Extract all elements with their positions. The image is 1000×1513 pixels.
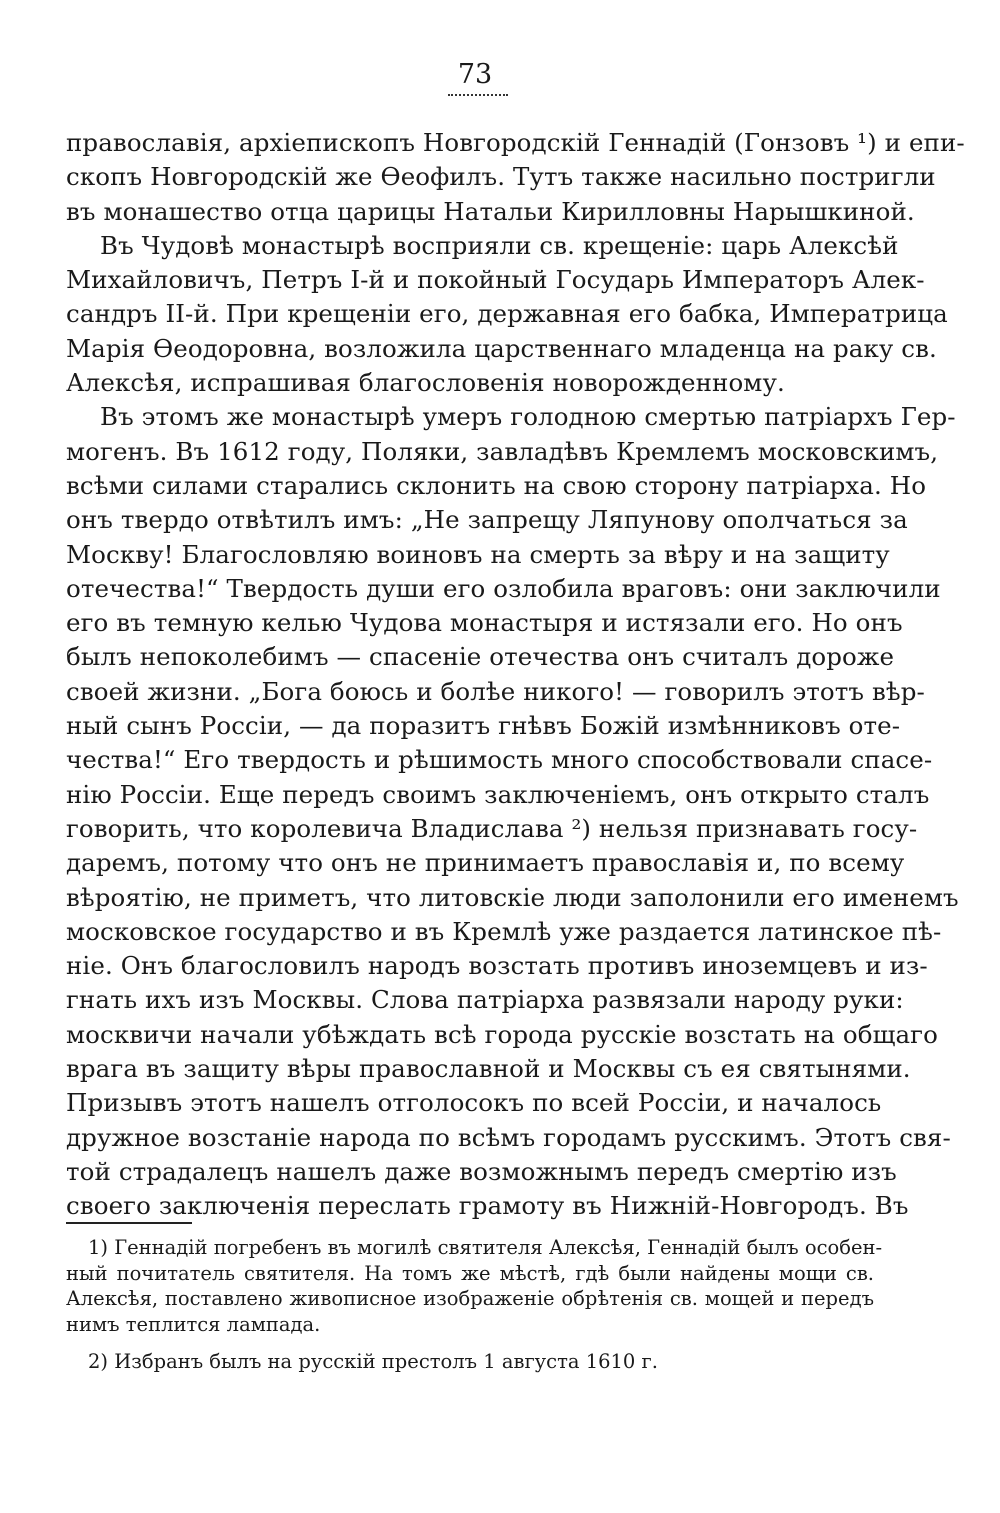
text-line: Призывъ этотъ нашелъ отголосокъ по всей Россіи, и началось — [66, 1088, 882, 1118]
text-line: былъ непоколебимъ — спасеніе отечества онъ считалъ дороже — [66, 642, 895, 672]
text-line: московское государство и въ Кремлѣ уже раздается латинское пѣ- — [66, 916, 942, 946]
text-line: нію Россіи. Еще передъ своимъ заключеніемъ, онъ открыто сталъ — [66, 779, 930, 809]
text-line: Москву! Благословляю воиновъ на смерть за вѣру и на защиту — [66, 539, 890, 569]
text-line: могенъ. Въ 1612 году, Поляки, завладѣвъ Кремлемъ московскимъ, — [66, 436, 939, 466]
text-line: Михайловичъ, Петръ I-й и покойный Государь Императоръ Алек- — [66, 265, 925, 295]
footnote-line: 1) Геннадій погребенъ въ могилѣ святителя Алексѣя, Геннадій былъ особен- — [88, 1236, 883, 1259]
text-line: сандръ II-й. При крещеніи его, державная его бабка, Императрица — [66, 299, 948, 329]
text-line: даремъ, потому что онъ не принимаетъ православія и, по всему — [66, 848, 905, 878]
text-line: всѣми силами старались склонить на свою сторону патріарха. Но — [66, 470, 927, 500]
text-line: говорить, что королевича Владислава ²) нельзя признавать госу- — [66, 813, 918, 843]
text-line: вѣроятію, не приметъ, что литовскіе люди заполонили его именемъ — [66, 882, 959, 912]
page-number-underline — [448, 94, 508, 96]
footnote-gap — [66, 1337, 874, 1349]
text-line: въ монашество отца царицы Натальи Кирилловны Нарышкиной. — [66, 196, 915, 226]
text-line: ный сынъ Россіи, — да поразитъ гнѣвъ Божій измѣнниковъ оте- — [66, 711, 901, 741]
footnote-line: ный почитатель святителя. На томъ же мѣстѣ, гдѣ были найдены мощи св. — [66, 1261, 874, 1285]
text-line: Въ Чудовѣ монастырѣ восприяли св. крещеніе: царь Алексѣй — [100, 230, 899, 260]
footnote-line: 2) Избранъ былъ на русскій престолъ 1 августа 1610 г. — [88, 1350, 658, 1373]
footnote-line: нимъ теплится лампада. — [66, 1312, 321, 1336]
footnote-line: Алексѣя, поставлено живописное изображеніе обрѣтенія св. мощей и передъ — [66, 1287, 874, 1310]
text-line: ніе. Онъ благословилъ народъ возстать противъ иноземцевъ и из- — [66, 951, 928, 981]
text-line: врага въ защиту вѣры православной и Москвы съ ея святынями. — [66, 1054, 911, 1084]
text-line: Алексѣя, испрашивая благословенія новорожденному. — [66, 368, 785, 398]
text-line: православія, архіепископъ Новгородскій Геннадій (Гонзовъ ¹) и епи- — [66, 128, 965, 157]
text-line: скопъ Новгородскій же Ѳеофилъ. Тутъ также насильно постригли — [66, 162, 936, 192]
text-line: онъ твердо отвѣтилъ имъ: „Не запрещу Ляпунову ополчаться за — [66, 505, 908, 535]
text-line: своего заключенія переслать грамоту въ Нижній-Новгородъ. Въ — [66, 1191, 909, 1221]
text-line: отечества!“ Твердость души его озлобила враговъ: они заключили — [66, 573, 941, 603]
footnote-separator — [66, 1222, 192, 1224]
text-line: чества!“ Его твердость и рѣшимость много способствовали спасе- — [66, 745, 933, 775]
text-line: дружное возстаніе народа по всѣмъ городамъ русскимъ. Этотъ свя- — [66, 1122, 951, 1152]
text-line: его въ темную келью Чудова монастыря и истязали его. Но онъ — [66, 608, 903, 638]
page-number: 73 — [457, 59, 493, 90]
text-line: той страдалецъ нашелъ даже возможнымъ передъ смертію изъ — [66, 1156, 897, 1186]
text-line: Въ этомъ же монастырѣ умеръ голодною смертью патріархъ Гер- — [100, 402, 956, 432]
text-line: своей жизни. „Бога боюсь и болѣе никого! — говорилъ этотъ вѣр- — [66, 676, 925, 706]
main-text — [66, 126, 965, 1224]
text-line: гнать ихъ изъ Москвы. Слова патріарха развязали народу руки: — [66, 985, 904, 1015]
text-line: москвичи начали убѣждать всѣ города русскіе возстать на общаго — [66, 1019, 938, 1049]
footnotes — [66, 1235, 883, 1375]
text-line: Марія Ѳеодоровна, возложила царственнаго младенца на раку св. — [66, 333, 937, 363]
